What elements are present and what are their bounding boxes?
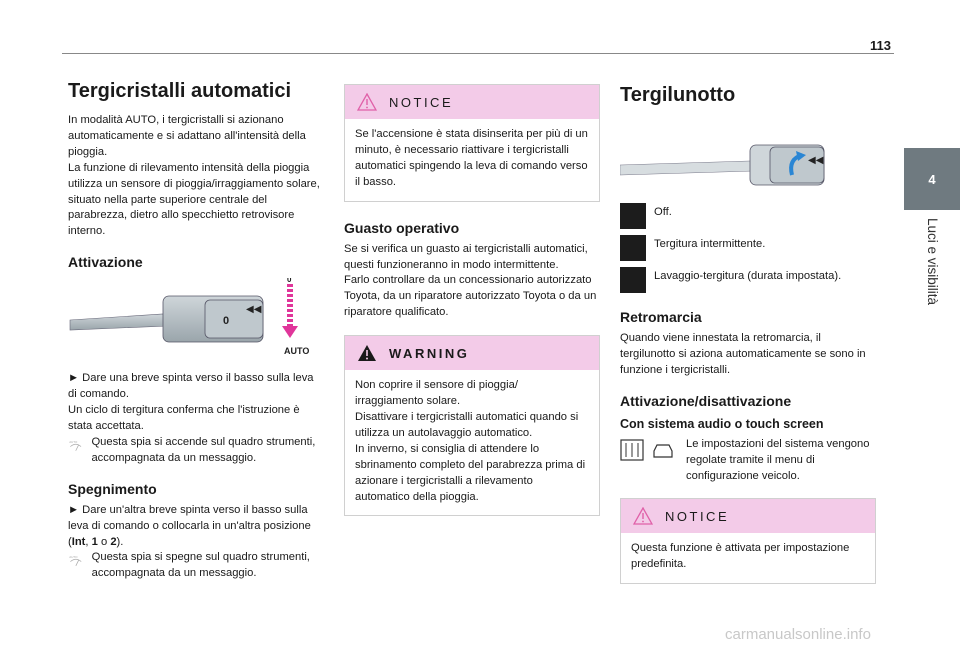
off-lamp-text: Questa spia si spegne sul quadro strumenti, accompagnata da un messaggio. bbox=[91, 551, 310, 580]
fault-heading: Guasto operativo bbox=[344, 219, 460, 236]
activation-heading: Attivazione bbox=[68, 254, 143, 271]
rear-wiper-item-text: Lavaggio-tergitura (durata impostata). bbox=[654, 270, 842, 282]
rear-stalk-image bbox=[620, 117, 876, 197]
audio-row bbox=[620, 437, 876, 485]
notice-header-2 bbox=[621, 499, 875, 533]
auto-wiper-off-lamp-icon bbox=[68, 550, 84, 572]
audio-heading: Con sistema audio o touch screen bbox=[620, 416, 824, 431]
activation-lamp-text: Questa spia si accende sul quadro strumenti, accompagnata da un messaggio. bbox=[91, 435, 316, 464]
notice-triangle-icon bbox=[357, 93, 377, 111]
rear-stalk-illustration bbox=[620, 117, 876, 197]
warning-triangle-icon bbox=[357, 344, 377, 362]
off-text-int: Int bbox=[71, 535, 86, 548]
svg-text:◀◀: ◀◀ bbox=[808, 155, 824, 166]
rear-wiper-title: Tergilunotto bbox=[620, 84, 736, 106]
rear-wiper-item-text: Tergitura intermittente. bbox=[654, 238, 766, 250]
activation-text: ► Dare una breve spinta verso il basso sulla leva di comando. Un ciclo di tergitura conferma che l'istruzione è stata accettata. bbox=[68, 372, 314, 432]
footer-watermark: carmanualsonline.info bbox=[725, 626, 871, 643]
column-rear-wiper bbox=[620, 84, 876, 598]
intro-text: In modalità AUTO, i tergicristalli si azionano automaticamente e si adattano all'intensità della pioggia. La funzione di rilevamento intensità della pioggia utilizza un sensore di pioggia/irraggiamento solare, situato nella parte superiore centrale del parabrezza, dietro allo specchietto retrovisore interno. bbox=[68, 114, 320, 238]
stalk-illustration bbox=[68, 278, 324, 363]
off-text-one: 1 bbox=[91, 535, 98, 548]
page-number: 113 bbox=[870, 38, 891, 53]
off-text-c: o bbox=[97, 535, 111, 548]
column-notices bbox=[344, 84, 600, 530]
warning-box bbox=[344, 335, 600, 516]
rear-wiper-item bbox=[620, 205, 876, 229]
warning-header bbox=[345, 336, 599, 370]
auto-wiper-lamp-icon bbox=[68, 435, 83, 457]
rear-wiper-intermittent-icon bbox=[620, 235, 646, 261]
rear-wiper-item-text: Off. bbox=[654, 206, 672, 218]
wiper-stalk-image bbox=[68, 278, 324, 363]
notice-text-2: Questa funzione è attivata per impostazione predefinita. bbox=[631, 542, 850, 571]
rear-wash-wipe-icon bbox=[620, 267, 646, 293]
rear-wiper-items bbox=[620, 205, 876, 293]
column-auto-wipers bbox=[68, 80, 324, 582]
off-text-b: , bbox=[85, 535, 92, 548]
notice-box-2 bbox=[620, 498, 876, 584]
header-divider bbox=[62, 53, 894, 54]
audio-text: Le impostazioni del sistema vengono regolate tramite il menu di configurazione veicolo. bbox=[686, 437, 870, 482]
settings-car-icons bbox=[620, 437, 680, 463]
auto-label: AUTO bbox=[284, 346, 310, 357]
notice-header bbox=[345, 85, 599, 119]
off-text bbox=[68, 503, 324, 551]
toggle-heading: Attivazione/disattivazione bbox=[620, 392, 792, 409]
warning-text: Non coprire il sensore di pioggia/ irraggiamento solare. Disattivare i tergicristalli automatici quando si utilizza un autolavaggio automatico. In inverno, si consiglia di attendere lo sbrinamento completo del parabrezza prima di azionare i tergicristalli a rilevamento automatico della pioggia. bbox=[355, 379, 586, 503]
activation-lamp-row bbox=[68, 435, 324, 467]
off-text-a: ► Dare un'altra breve spinta verso il basso sulla leva di comando o collocarla in un'altra posizione ( bbox=[68, 503, 311, 548]
notice-triangle-icon-2 bbox=[633, 507, 653, 525]
svg-text:◀◀: ◀◀ bbox=[246, 304, 262, 316]
off-heading: Spegnimento bbox=[68, 480, 157, 497]
notice-text: Se l'accensione è stata disinserita per più di un minuto, è necessario riattivare i tergicristalli automatici spingendo la leva di comando verso il basso. bbox=[355, 128, 588, 188]
chapter-label-wrap bbox=[924, 218, 944, 328]
section-title: Tergicristalli automatici bbox=[68, 80, 292, 102]
rear-wiper-item bbox=[620, 237, 876, 261]
fault-text: Se si verifica un guasto ai tergicristalli automatici, questi funzioneranno in modo intermittente. Farlo controllare da un concessionario autorizzato Toyota, da un riparatore autorizzato Toyota o da un riparatore qualificato. bbox=[344, 242, 597, 319]
svg-text:AUTO: AUTO bbox=[69, 439, 78, 444]
notice-title-2: NOTICE bbox=[665, 508, 730, 524]
off-lamp-row bbox=[68, 550, 324, 582]
svg-text:AUTO: AUTO bbox=[69, 555, 78, 560]
svg-text:0: 0 bbox=[223, 315, 230, 328]
off-text-two: 2 bbox=[110, 535, 117, 548]
off-text-d: ). bbox=[116, 535, 124, 548]
reverse-text: Quando viene innestata la retromarcia, il tergilunotto si aziona automaticamente se sono in funzione i tergicristalli. bbox=[620, 332, 866, 376]
rear-wiper-item bbox=[620, 269, 876, 293]
notice-title: NOTICE bbox=[389, 94, 454, 110]
rear-wiper-off-icon bbox=[620, 203, 646, 229]
reverse-heading: Retromarcia bbox=[620, 309, 702, 325]
chapter-tab[interactable]: 4 bbox=[904, 148, 960, 210]
svg-text:0: 0 bbox=[287, 278, 292, 285]
notice-box bbox=[344, 84, 600, 202]
chapter-label: Luci e visibilità bbox=[925, 218, 940, 306]
warning-title: WARNING bbox=[389, 345, 470, 361]
